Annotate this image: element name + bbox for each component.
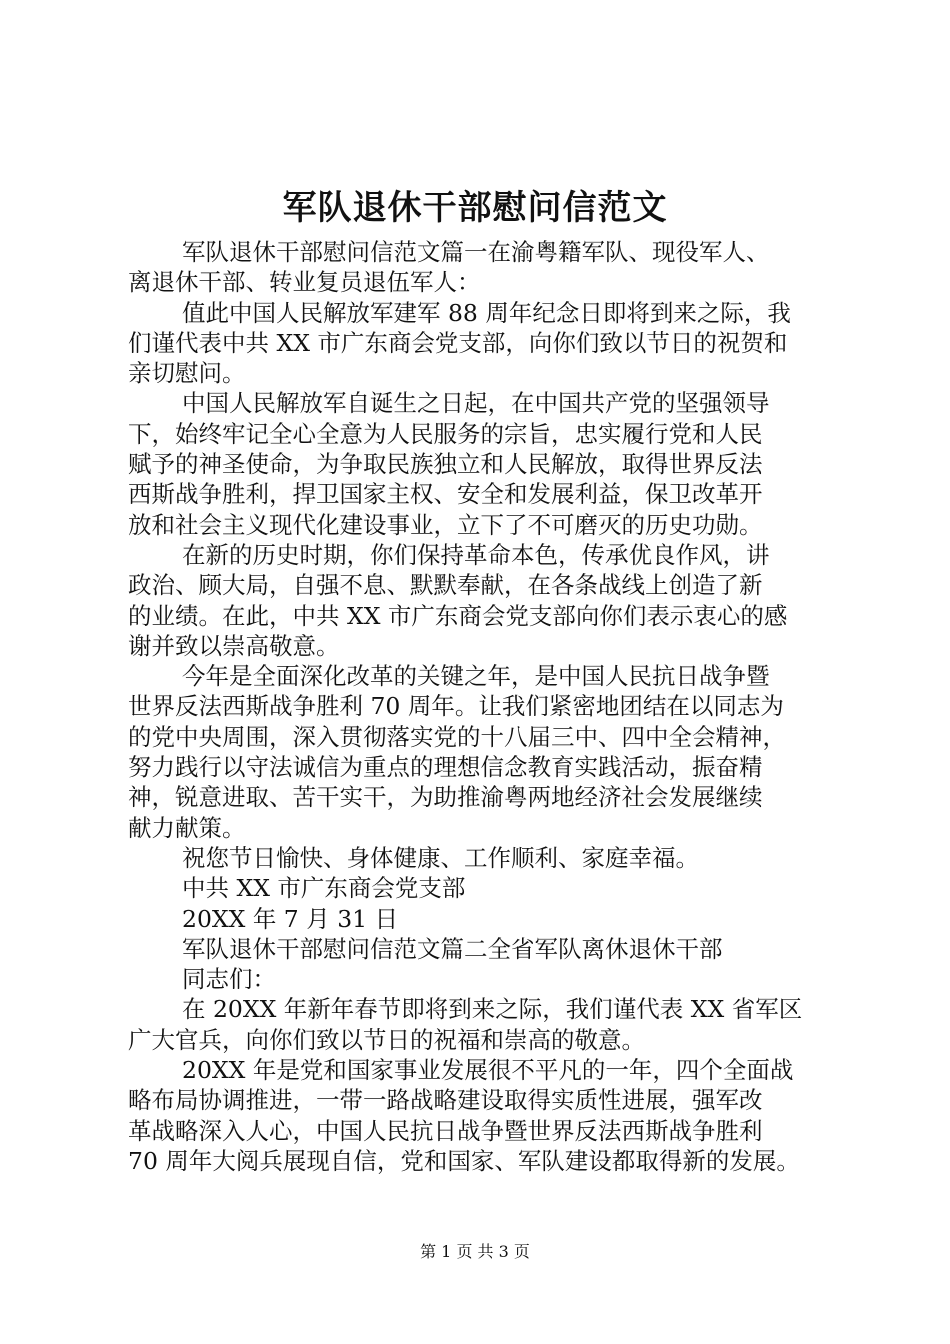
paragraph-line: 略布局协调推进，一带一路战略建设取得实质性进展，强军改 <box>128 1086 763 1115</box>
paragraph-line: 革战略深入人心，中国人民抗日战争暨世界反法西斯战争胜利 <box>128 1116 763 1145</box>
signature-line: 中共 XX 市广东商会党支部 <box>182 874 466 903</box>
greeting-line: 祝您节日愉快、身体健康、工作顺利、家庭幸福。 <box>182 843 699 872</box>
paragraph-line: 政治、顾大局，自强不息、默默奉献，在各条战线上创造了新 <box>128 571 763 600</box>
section-heading: 军队退休干部慰问信范文篇二全省军队离休退休干部 <box>182 934 723 963</box>
paragraph-line: 20XX 年是党和国家事业发展很不平凡的一年，四个全面战 <box>182 1056 794 1085</box>
paragraph-line: 军队退休干部慰问信范文篇一在渝粤籍军队、现役军人、 <box>182 238 770 266</box>
paragraph-line: 努力践行以守法诚信为重点的理想信念教育实践活动，振奋精 <box>128 753 763 782</box>
paragraph-line: 赋予的神圣使命，为争取民族独立和人民解放，取得世界反法 <box>128 450 763 479</box>
paragraph-line: 值此中国人民解放军建军 88 周年纪念日即将到来之际，我 <box>182 298 791 327</box>
document-body <box>128 237 838 1176</box>
paragraph-line: 亲切慰问。 <box>128 359 246 388</box>
salutation-line: 同志们： <box>182 965 276 994</box>
paragraph-line: 神，锐意进取、苦干实干，为助推渝粤两地经济社会发展继续 <box>128 783 763 812</box>
paragraph-line: 们谨代表中共 XX 市广东商会党支部，向你们致以节日的祝贺和 <box>128 328 788 357</box>
paragraph-line: 中国人民解放军自诞生之日起，在中国共产党的坚强领导 <box>182 389 770 418</box>
document-title: 军队退休干部慰问信范文 <box>282 188 668 228</box>
paragraph-line: 今年是全面深化改革的关键之年，是中国人民抗日战争暨 <box>182 662 770 691</box>
paragraph-line: 放和社会主义现代化建设事业，立下了不可磨灭的历史功勋。 <box>128 510 763 539</box>
page-number: 第 1 页 共 3 页 <box>420 1242 530 1261</box>
paragraph-line: 离退休干部、转业复员退伍军人： <box>128 268 481 297</box>
paragraph-line: 献力献策。 <box>128 813 246 842</box>
paragraph-line: 的党中央周围，深入贯彻落实党的十八届三中、四中全会精神， <box>128 722 786 751</box>
paragraph-line: 在 20XX 年新年春节即将到来之际，我们谨代表 XX 省军区 <box>182 995 803 1024</box>
paragraph-line: 西斯战争胜利，捍卫国家主权、安全和发展利益，保卫改革开 <box>128 480 763 509</box>
paragraph-line: 在新的历史时期，你们保持革命本色，传承优良作风，讲 <box>182 540 770 569</box>
paragraph-line: 的业绩。在此，中共 XX 市广东商会党支部向你们表示衷心的感 <box>128 601 788 630</box>
paragraph-line: 70 周年大阅兵展现自信，党和国家、军队建设都取得新的发展。 <box>128 1146 800 1175</box>
paragraph-line: 谢并致以崇高敬意。 <box>128 631 340 660</box>
date-line: 20XX 年 7 月 31 日 <box>182 904 399 933</box>
paragraph-line: 世界反法西斯战争胜利 70 周年。让我们紧密地团结在以同志为 <box>128 692 784 721</box>
paragraph-line: 下，始终牢记全心全意为人民服务的宗旨，忠实履行党和人民 <box>128 419 763 448</box>
paragraph-line: 广大官兵，向你们致以节日的祝福和崇高的敬意。 <box>128 1025 645 1054</box>
